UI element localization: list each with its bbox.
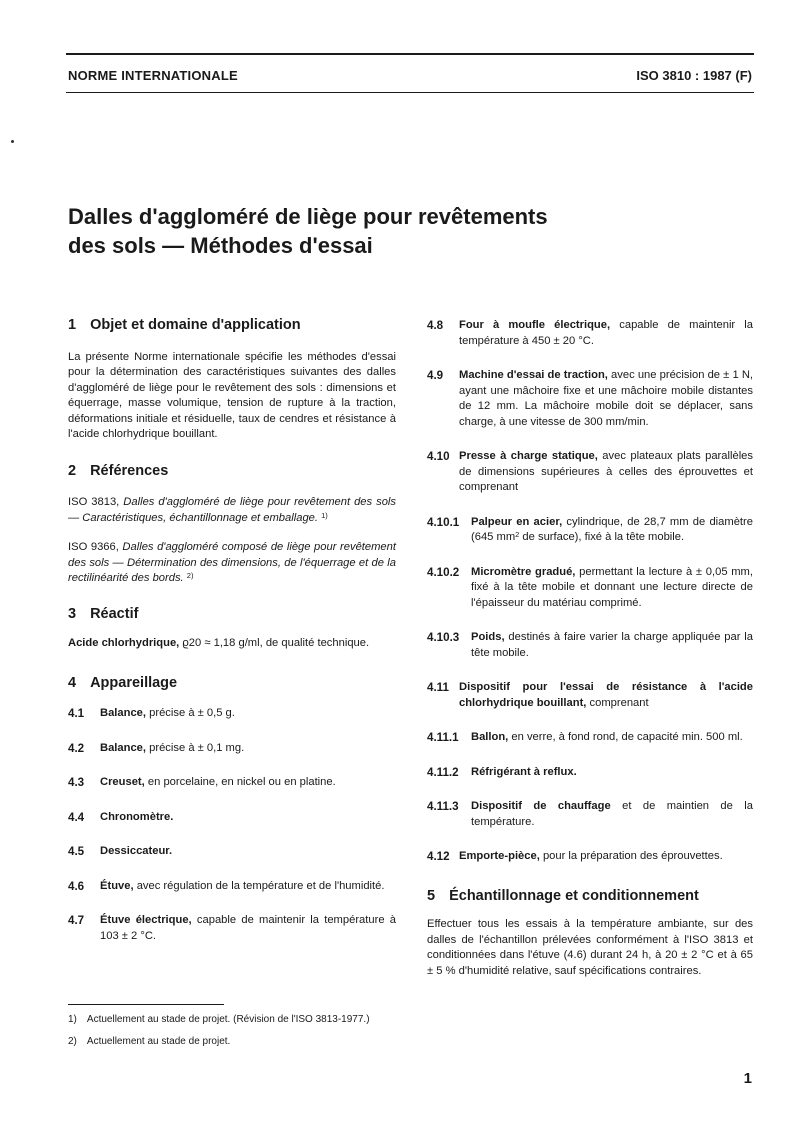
section-title: Références xyxy=(90,462,169,479)
item-text xyxy=(471,730,753,746)
item-4-10 xyxy=(427,449,753,496)
section-number: 5 xyxy=(427,887,436,904)
item-number: 4.12 xyxy=(427,850,450,863)
item-desc: destinés à faire varier la charge appliquée par la tête mobile. xyxy=(471,631,754,659)
section-4-heading xyxy=(68,676,396,692)
item-desc: permettant la lecture à ± 0,05 mm, fixé à la tête mobile et donnant une lecture directe de l'épaisseur du matériau comprimé. xyxy=(471,565,753,609)
item-text xyxy=(100,706,396,722)
item-4-9 xyxy=(427,368,753,430)
item-term: Dispositif de chauffage xyxy=(471,800,611,812)
item-term: Creuset, xyxy=(100,776,145,788)
item-desc: et de maintien de la température. xyxy=(471,800,753,828)
title-line-2: des sols — Méthodes d'essai xyxy=(68,233,373,258)
item-number: 4.10.1 xyxy=(427,515,460,529)
item-number: 4.3 xyxy=(68,776,85,789)
item-term: Ballon, xyxy=(471,731,509,743)
item-4-11-1 xyxy=(427,730,753,746)
footnote-1 xyxy=(68,1013,370,1027)
item-desc: précise à ± 0,1 mg. xyxy=(149,741,245,754)
item-4-7 xyxy=(68,913,396,944)
item-desc: en porcelaine, en nickel ou en platine. xyxy=(147,776,336,788)
item-4-8 xyxy=(427,318,753,349)
section-3-heading xyxy=(68,607,396,623)
item-desc: précise à ± 0,5 g. xyxy=(149,707,235,719)
section-title: Objet et domaine d'application xyxy=(90,317,301,333)
item-term: Chronomètre. xyxy=(100,810,174,823)
footnote-text: Actuellement au stade de projet. (Révision de l'ISO 3813-1977.) xyxy=(86,1014,370,1025)
item-text xyxy=(459,849,753,865)
item-term: Poids, xyxy=(471,631,505,643)
item-desc: cylindrique, de 28,7 mm de diamètre (645 mm xyxy=(471,515,753,543)
page-number: 1 xyxy=(743,1070,752,1087)
item-number: 4.10 xyxy=(427,450,450,463)
item-number: 4.11.2 xyxy=(427,765,459,779)
item-text xyxy=(459,318,753,349)
item-text xyxy=(459,368,753,430)
item-number: 4.7 xyxy=(68,914,85,927)
reference-title: Dalles d'aggloméré composé de liège pour revêtement des sols — Détermination des dimensions, de l'équerrage et de la rectilinéarité des bords. xyxy=(68,541,396,584)
item-number: 4.1 xyxy=(68,707,85,720)
item-4-11-3 xyxy=(427,799,753,830)
header-rule-bottom xyxy=(66,92,754,93)
footnote-marker: 1) xyxy=(321,510,328,520)
title-line-1: Dalles d'aggloméré de liège pour revêtements xyxy=(68,204,548,229)
section-number: 2 xyxy=(68,462,77,479)
item-text xyxy=(459,449,753,496)
item-number: 4.11.3 xyxy=(427,800,459,813)
reagent-term: Acide chlorhydrique, xyxy=(68,637,180,649)
reagent-spec: ϱ20 ≈ 1,18 g/ml, de qualité technique. xyxy=(182,637,370,649)
reference-iso-9366 xyxy=(68,540,396,587)
item-desc: en verre, à fond rond, de capacité min. 500 ml. xyxy=(511,731,743,743)
item-term: Balance, xyxy=(100,741,147,754)
right-column xyxy=(427,318,753,979)
section-number: 3 xyxy=(68,605,77,622)
reference-title: Dalles d'aggloméré de liège pour revêtement des sols — Caractéristiques, échantillonnage et emballage. xyxy=(68,496,397,524)
item-number: 4.10.3 xyxy=(427,631,460,644)
footnotes xyxy=(68,1013,370,1057)
section-2-heading xyxy=(68,464,396,480)
item-text xyxy=(100,913,396,944)
item-desc: capable de maintenir la température à 103 ± 2 °C. xyxy=(100,914,397,942)
item-number: 4.6 xyxy=(68,879,85,893)
reagent-line xyxy=(68,636,396,652)
item-text xyxy=(459,680,753,711)
item-number: 4.9 xyxy=(427,369,444,382)
item-term: Étuve électrique, xyxy=(100,914,192,926)
item-term: Emporte-pièce, xyxy=(459,850,540,862)
header-standard-code: ISO 3810 : 1987 (F) xyxy=(636,68,752,83)
item-4-11 xyxy=(427,680,753,711)
section-5-body: Effectuer tous les essais à la température ambiante, sur des dalles de l'échantillon prélevées conformément à l'ISO 3813 et conditionnées dans l'étuve (4.6) durant 24 h, à 20 ± 2 °C et à 65 ± 5 % d'humidité relative, sauf spécifications contraires. xyxy=(427,918,753,977)
item-number: 4.10.2 xyxy=(427,565,460,579)
item-text xyxy=(471,515,753,546)
header-left-label: NORME INTERNATIONALE xyxy=(68,68,238,83)
item-desc: capable de maintenir la température à 450 ± 20 °C. xyxy=(459,319,753,347)
item-number: 4.8 xyxy=(427,319,444,332)
item-4-4 xyxy=(68,810,396,826)
item-number: 4.11 xyxy=(427,681,449,694)
item-term: Dispositif pour l'essai de résistance à l'acide chlorhydrique bouillant, xyxy=(459,681,753,709)
item-term: Presse à charge statique, xyxy=(459,450,598,462)
section-title: Réactif xyxy=(90,605,139,622)
item-4-11-2 xyxy=(427,765,753,781)
item-term: Étuve, xyxy=(100,879,134,892)
item-term: Dessiccateur. xyxy=(100,845,173,857)
footnote-marker: 2) xyxy=(186,571,194,580)
section-title: Appareillage xyxy=(90,674,178,691)
superscript: 2 xyxy=(515,530,520,539)
item-text xyxy=(471,630,753,661)
item-4-10-2 xyxy=(427,565,753,612)
reference-iso-3813 xyxy=(68,495,396,526)
reference-code: ISO 9366, xyxy=(68,541,119,553)
footnote-mark: 1) xyxy=(68,1014,77,1025)
item-term: Micromètre gradué, xyxy=(471,565,576,578)
item-term: Réfrigérant à reflux. xyxy=(471,765,577,778)
item-desc-cont: de surface), fixé à la tête mobile. xyxy=(519,531,685,543)
item-term: Balance, xyxy=(100,707,147,719)
item-text xyxy=(471,765,753,781)
item-desc: avec plateaux plats parallèles de dimensions supérieures à celles des éprouvettes et comprenant xyxy=(459,450,753,493)
item-4-10-3 xyxy=(427,630,753,661)
item-text xyxy=(100,844,396,860)
section-number: 1 xyxy=(68,317,77,333)
section-1-body: La présente Norme internationale spécifie les méthodes d'essai pour la détermination des caractéristiques suivantes des dalles d'aggloméré de liège pour le revêtement des sols : dimensions et équerrage, masse volumique, tension de rupture à la traction, déformations initiale et résiduelle, taux de cendres et résistance à l'acide chlorhydrique bouillant. xyxy=(68,350,396,440)
item-number: 4.11.1 xyxy=(427,731,459,744)
left-column xyxy=(68,318,396,944)
item-desc: avec régulation de la température et de l'humidité. xyxy=(136,879,385,892)
document-title xyxy=(68,202,708,260)
item-4-5 xyxy=(68,844,396,860)
item-text xyxy=(100,879,396,895)
item-text xyxy=(100,741,396,757)
item-number: 4.2 xyxy=(68,741,85,755)
item-4-2 xyxy=(68,741,396,757)
section-number: 4 xyxy=(68,674,77,691)
item-number: 4.5 xyxy=(68,845,85,858)
item-text xyxy=(471,799,753,830)
item-4-3 xyxy=(68,775,396,791)
item-4-6 xyxy=(68,879,396,895)
section-title: Échantillonnage et conditionnement xyxy=(449,887,699,904)
section-5-heading xyxy=(427,889,753,905)
header-rule-top xyxy=(66,53,754,55)
footnote-2 xyxy=(68,1035,370,1049)
item-number: 4.4 xyxy=(68,810,85,824)
item-text xyxy=(471,565,753,612)
footnote-divider xyxy=(68,1004,224,1005)
item-text xyxy=(100,810,396,826)
item-term: Palpeur en acier, xyxy=(471,515,563,528)
footnote-text: Actuellement au stade de projet. xyxy=(86,1036,231,1047)
item-4-1 xyxy=(68,706,396,722)
item-4-12 xyxy=(427,849,753,865)
item-term: Four à moufle électrique, xyxy=(459,319,611,331)
section-1-heading xyxy=(68,318,396,334)
footnote-mark: 2) xyxy=(68,1036,77,1047)
item-4-10-1 xyxy=(427,515,753,546)
item-desc: pour la préparation des éprouvettes. xyxy=(542,850,723,862)
scan-speck xyxy=(11,140,14,143)
reference-code: ISO 3813, xyxy=(68,496,120,508)
item-text xyxy=(100,775,396,791)
item-term: Machine d'essai de traction, xyxy=(459,369,608,381)
item-desc: avec une précision de ± 1 N, ayant une mâchoire fixe et une mâchoire mobile distantes de 12 mm. La mâchoire mobile doit se déplacer, sans charge, à une vitesse de 300 mm/min. xyxy=(459,369,754,428)
item-desc: comprenant xyxy=(589,696,649,709)
